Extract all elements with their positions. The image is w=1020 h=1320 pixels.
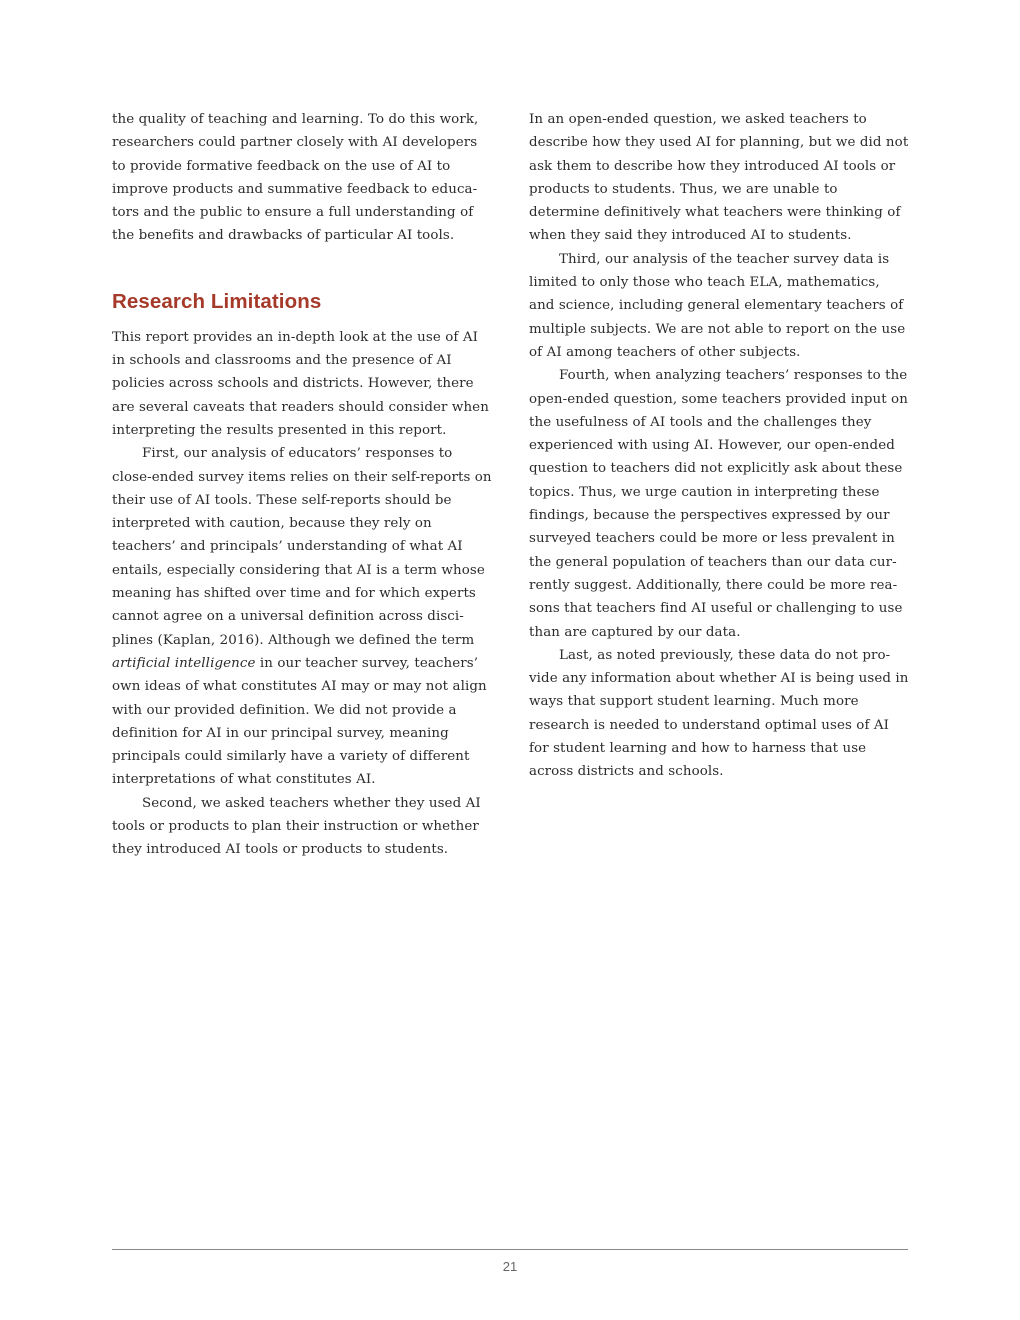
paragraph-text: First, our analysis of educators’ responses to close-ended survey items relies on their self-reports on their use of AI tools. These self-reports should be interpreted with caution, because they rely on teachers’ and principals’ understanding of what AI entails, especially considering that AI is a term whose meaning has shifted over time and for which experts cannot agree on a universal definition across disciplines (Kaplan, 2016). Although we defined the term xyxy=(112,446,492,648)
body-paragraph-second-caveat: Second, we asked teachers whether they used AI tools or products to plan their instruction or whether they introduced AI tools or products to students. xyxy=(112,795,481,858)
body-paragraph-first-caveat xyxy=(112,442,492,791)
intro-paragraph: the quality of teaching and learning. To do this work, researchers could partner closely with AI developers to provide formative feedback on the use of AI to improve products and summative feedback to educators and the public to ensure a full understanding of the benefits and drawbacks of particular AI tools. xyxy=(112,112,479,244)
page-number: 21 xyxy=(502,1259,518,1274)
defined-term: artificial intelligence xyxy=(112,655,256,671)
body-paragraph-continued: In an open-ended question, we asked teachers to describe how they used AI for planning, but we did not ask them to describe how they introduced AI tools or products to students. Thus, we are unable to determine definitively what teachers were thinking of when they said they introduced AI to students. xyxy=(529,112,909,244)
footer-divider xyxy=(112,1249,908,1250)
body-paragraph-last-caveat: Last, as noted previously, these data do not provide any information about whether AI is being used in ways that support student learning. Much more research is needed to understand optimal uses of AI for student learning and how to harness that use across districts and schools. xyxy=(529,647,909,780)
body-paragraph-third-caveat: Third, our analysis of the teacher survey data is limited to only those who teach ELA, mathematics, and science, including general elementary teachers of multiple subjects. We are not able to report on the use of AI among teachers of other subjects. xyxy=(529,251,906,360)
section-heading-research-limitations: Research Limitations xyxy=(112,289,322,313)
right-column xyxy=(529,108,909,784)
left-column xyxy=(112,108,492,862)
body-paragraph-fourth-caveat: Fourth, when analyzing teachers’ responses to the open-ended question, some teachers provided input on the usefulness of AI tools and the challenges they experienced with using AI. However, our open-ended question to teachers did not explicitly ask about these topics. Thus, we urge caution in interpreting these findings, because the perspectives expressed by our surveyed teachers could be more or less prevalent in the general population of teachers than our data currently suggest. Additionally, there could be more reasons that teachers find AI useful or challenging to use than are captured by our data. xyxy=(529,368,908,640)
paragraph-text: in our teacher survey, teachers’ own ideas of what constitutes AI may or may not align with our provided definition. We did not provide a definition for AI in our principal survey, meaning principals could similarly have a variety of different interpretations of what constitutes AI. xyxy=(112,655,487,788)
body-paragraph: This report provides an in-depth look at the use of AI in schools and classrooms and the presence of AI policies across schools and districts. However, there are several caveats that readers should consider when interpreting the results presented in this report. xyxy=(112,329,489,438)
